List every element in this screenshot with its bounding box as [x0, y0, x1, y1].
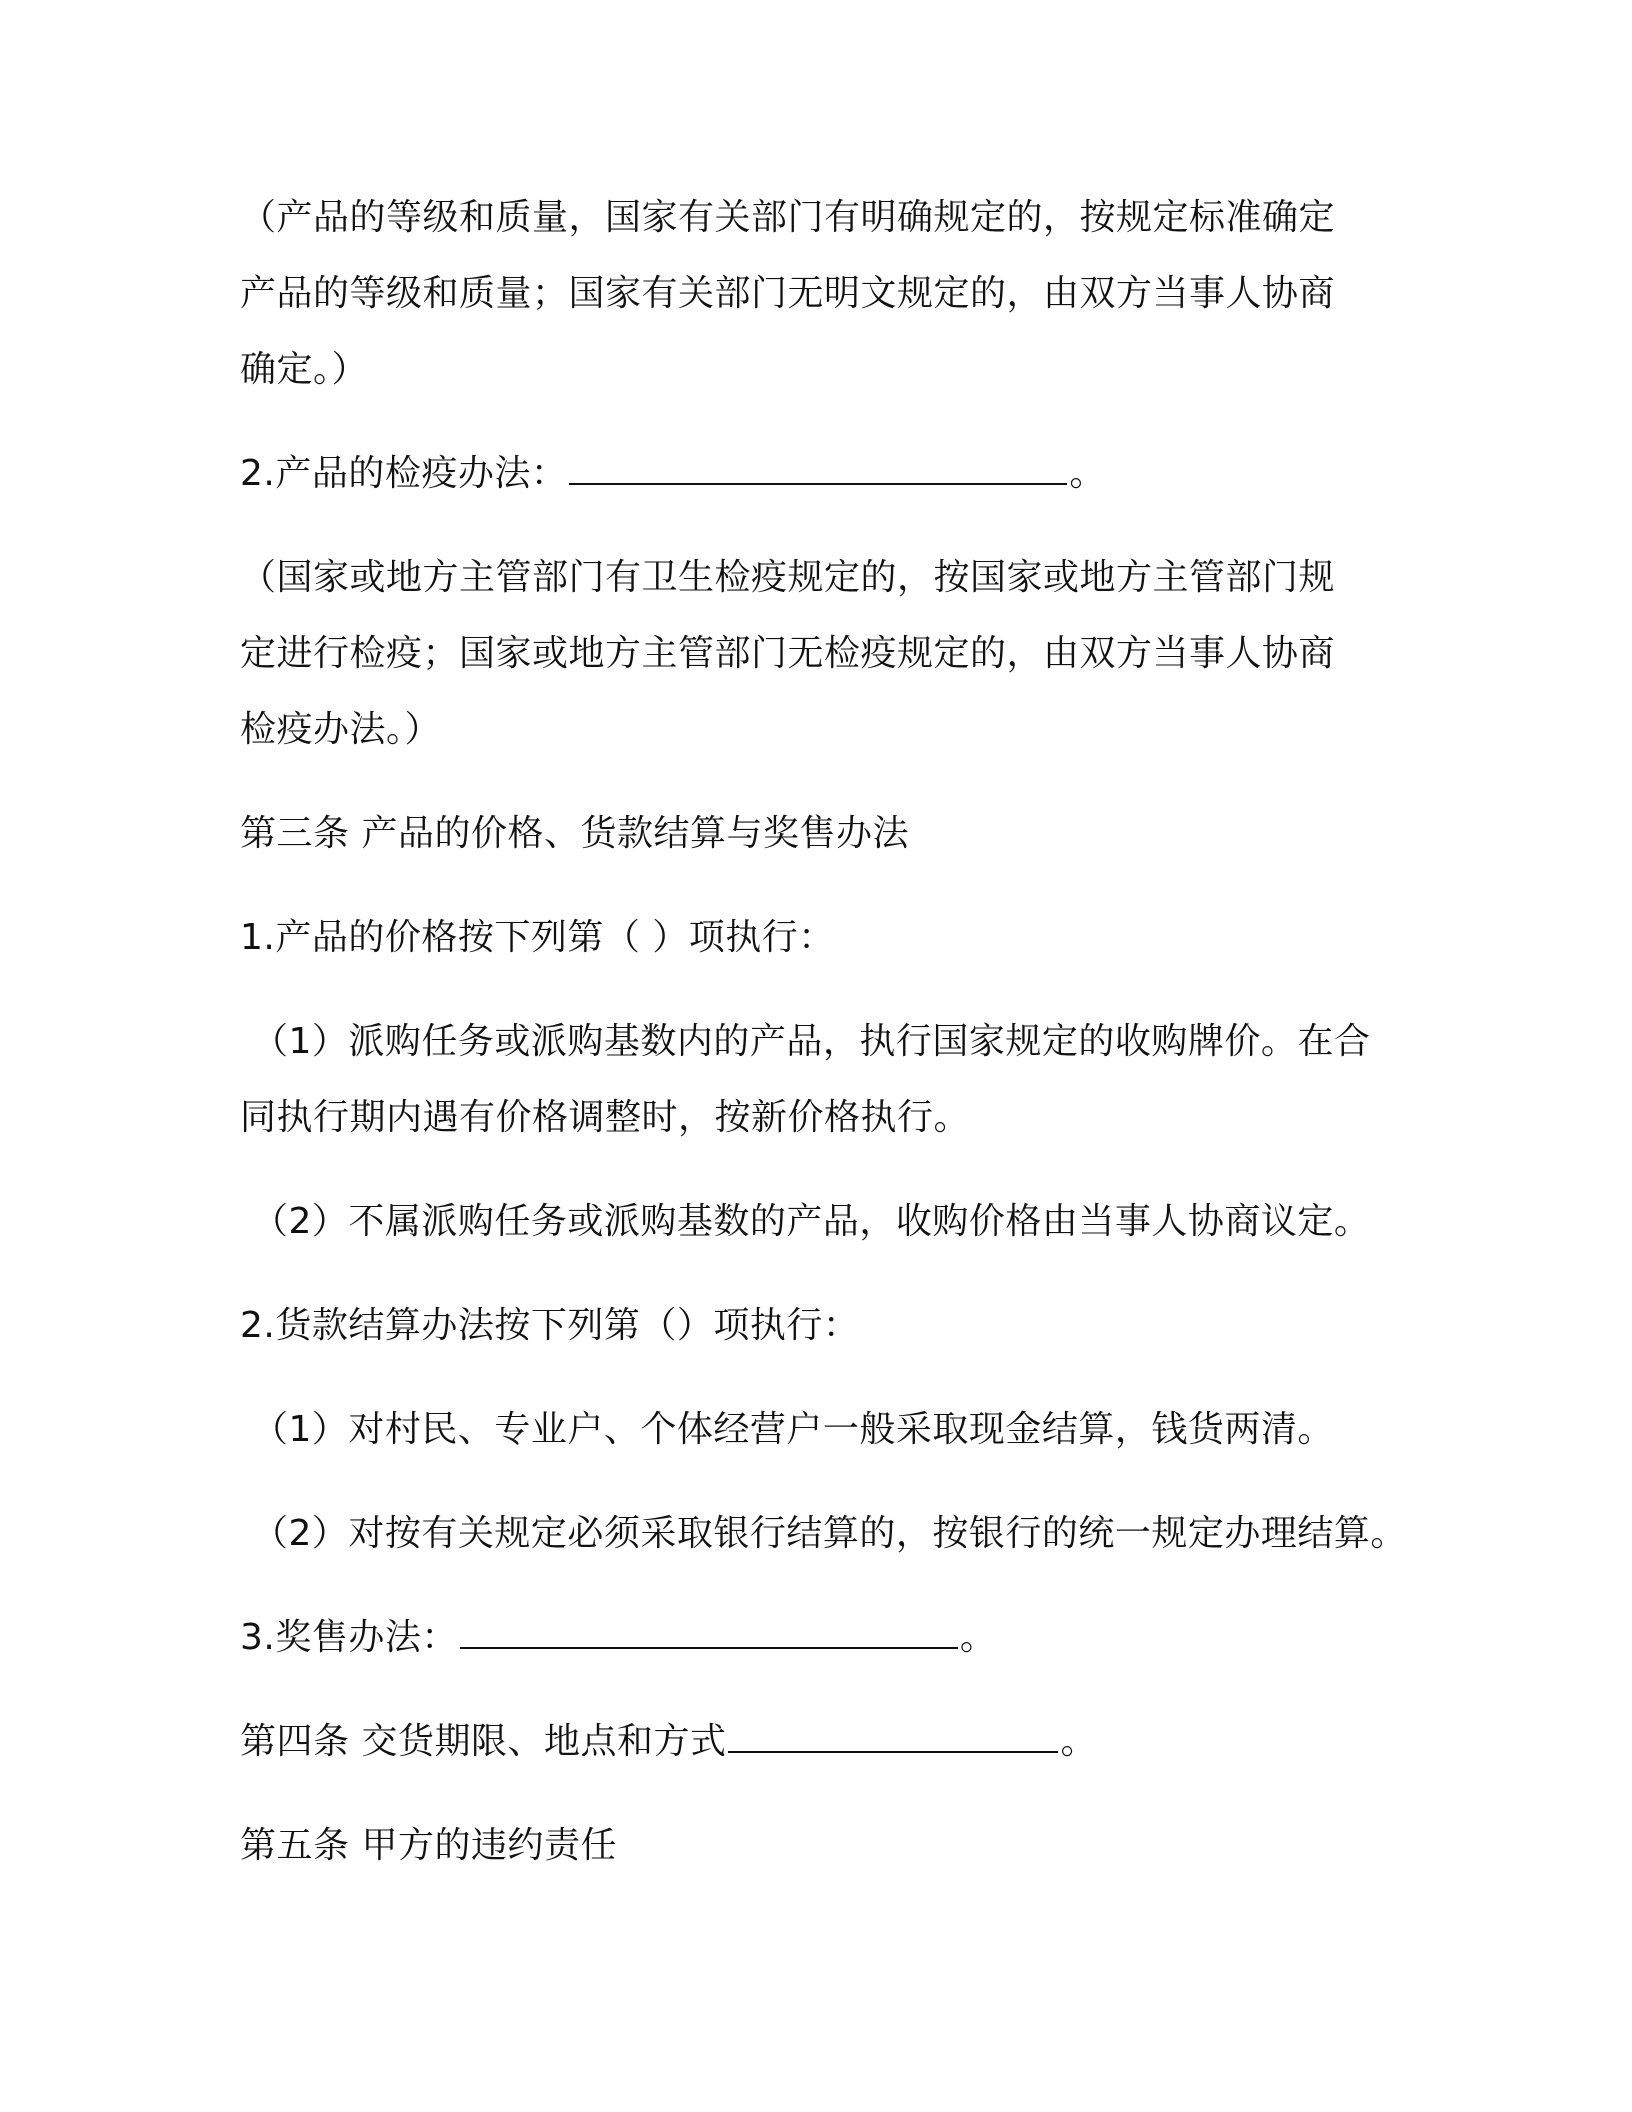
article-4-line	[240, 1718, 1097, 1766]
quarantine-note-line-3: 检疫办法。）	[240, 709, 442, 750]
price-item-1-line-2: 同执行期内遇有价格调整时，按新价格执行。	[240, 1097, 971, 1138]
article-4-label: 第四条 交货期限、地点和方式	[240, 1721, 727, 1762]
reward-method-line	[240, 1614, 996, 1662]
reward-method-end: 。	[959, 1617, 997, 1658]
quarantine-note-line-1: （国家或地方主管部门有卫生检疫规定的，按国家或地方主管部门规	[240, 557, 1336, 598]
quarantine-method-blank[interactable]	[569, 453, 1067, 485]
price-item-1-line-1: （1）派购任务或派购基数内的产品，执行国家规定的收购牌价。在合	[252, 1021, 1371, 1062]
quarantine-method-line	[240, 450, 1106, 498]
price-item-2: （2）不属派购任务或派购基数的产品，收购价格由当事人协商议定。	[252, 1201, 1371, 1242]
article-4-end: 。	[1060, 1721, 1097, 1762]
reward-method-label: 3.奖售办法：	[240, 1617, 458, 1658]
price-intro: 1.产品的价格按下列第（ ）项执行：	[240, 917, 835, 958]
quarantine-method-end: 。	[1069, 453, 1106, 494]
settlement-item-1: （1）对村民、专业户、个体经营户一般采取现金结算，钱货两清。	[252, 1409, 1334, 1450]
quality-note-line-2: 产品的等级和质量；国家有关部门无明文规定的，由双方当事人协商	[240, 273, 1336, 314]
quality-note-line-1: （产品的等级和质量，国家有关部门有明确规定的，按规定标准确定	[240, 197, 1336, 238]
article-5-heading: 第五条 甲方的违约责任	[240, 1825, 617, 1866]
article-3-heading: 第三条 产品的价格、货款结算与奖售办法	[240, 813, 909, 854]
quarantine-note-line-2: 定进行检疫；国家或地方主管部门无检疫规定的，由双方当事人协商	[240, 633, 1336, 674]
settlement-intro: 2.货款结算办法按下列第（）项执行：	[240, 1305, 860, 1346]
reward-method-blank[interactable]	[460, 1617, 958, 1649]
settlement-item-2: （2）对按有关规定必须采取银行结算的，按银行的统一规定办理结算。	[252, 1513, 1407, 1554]
article-4-blank[interactable]	[728, 1721, 1058, 1753]
quality-note-line-3: 确定。）	[240, 349, 369, 390]
quarantine-method-label: 2.产品的检疫办法：	[240, 453, 568, 494]
